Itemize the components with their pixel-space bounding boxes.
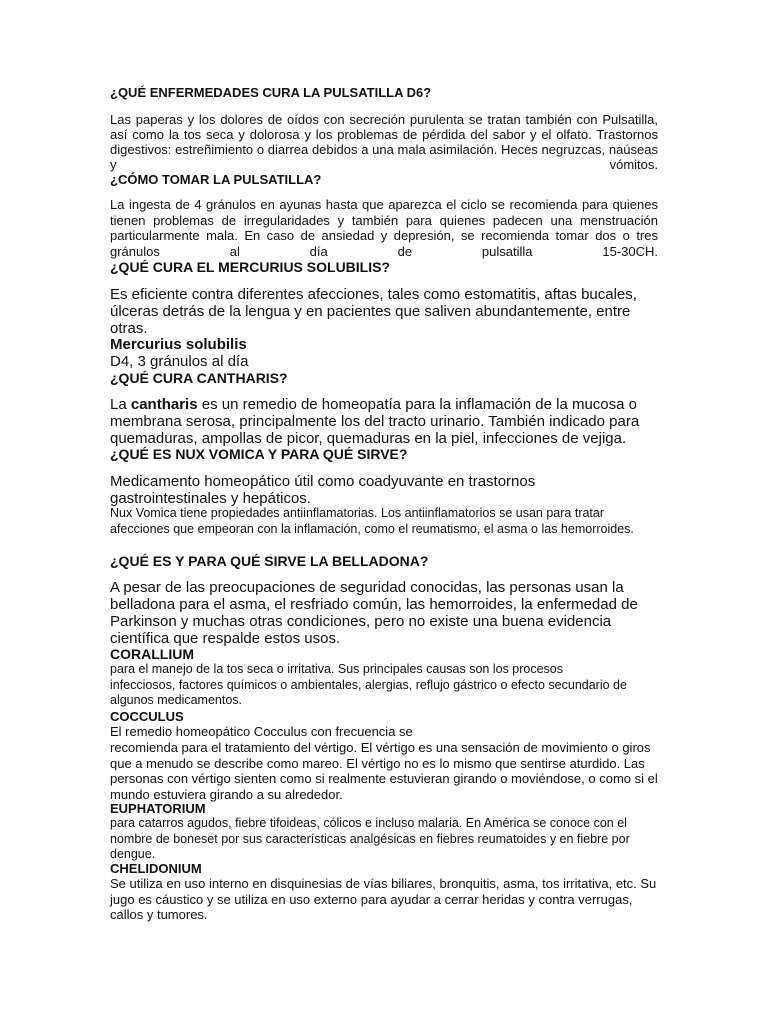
section-paragraph: para catarros agudos, fiebre tifoideas, cólicos e incluso malaria. En América se conoce con el nombre de boneset por sus características analgésicas en fiebres reumatoides y en fiebre por dengue. <box>110 816 630 861</box>
section-heading: EUPHATORIUM <box>110 801 206 816</box>
section-paragraph: Se utiliza en uso interno en disquinesias de vías biliares, bronquitis, asma, tos irritativa, etc. Su jugo es cáustico y se utiliza en uso externo para ayudar a cerrar heridas y contra verrugas, callos y tumores. <box>110 876 657 922</box>
section-subheading: Mercurius solubilis <box>110 336 247 353</box>
section-heading: CHELIDONIUM <box>110 861 202 876</box>
section-heading: ¿CÓMO TOMAR LA PULSATILLA? <box>110 172 322 187</box>
section-paragraph <box>110 396 658 447</box>
section-heading: ¿QUÉ CURA CANTHARIS? <box>110 370 288 386</box>
section-paragraph: El remedio homeopático Cocculus con frecuencia se <box>110 724 413 739</box>
section-heading: CORALLIUM <box>110 646 194 662</box>
section-paragraph: Es eficiente contra diferentes afecciones, tales como estomatitis, aftas bucales, úlceras detrás de la lengua y en pacientes que saliven abundantemente, entre otras. <box>110 286 637 337</box>
paragraph-rest: es un remedio de homeopatía para la inflamación de la mucosa o membrana serosa, principalmente los del tracto urinario. También indicado para quemaduras, ampollas de picor, quemaduras en la piel, infecciones de vejiga. <box>110 396 640 447</box>
section-heading: ¿QUÉ ES NUX VOMICA Y PARA QUÉ SIRVE? <box>110 446 408 462</box>
section-heading: ¿QUÉ ES Y PARA QUÉ SIRVE LA BELLADONA? <box>110 553 429 569</box>
section-paragraph: A pesar de las preocupaciones de seguridad conocidas, las personas usan la belladona para el asma, el resfriado común, las hemorroides, la enfermedad de Parkinson y muchas otras condiciones, pero no existe una buena evidencia científica que respalde estos usos. <box>110 579 638 647</box>
section-paragraph: La ingesta de 4 gránulos en ayunas hasta que aparezca el ciclo se recomienda para quienes tienen problemas de irregularidades y también para quienes padecen una menstruación particularmente mala. En caso de ansiedad y depresión, se recomienda tomar dos o tres gránulos al día de pulsatilla 15-30CH. <box>110 197 658 259</box>
section-paragraph: Nux Vomica tiene propiedades antiinflamatorias. Los antiinflamatorios se usan para tratar afecciones que empeoran con la inflamación, como el reumatismo, el asma o las hemorroides. <box>110 506 634 536</box>
section-heading: ¿QUÉ CURA EL MERCURIUS SOLUBILIS? <box>110 259 391 275</box>
bold-term: cantharis <box>130 396 198 413</box>
section-heading: ¿QUÉ ENFERMEDADES CURA LA PULSATILLA D6? <box>110 85 432 100</box>
section-paragraph: para el manejo de la tos seca o irritativa. Sus principales causas son los procesos infecciosos, factores químicos o ambientales, alergias, reflujo gástrico o efecto secundario de algunos medicamentos. <box>110 662 627 707</box>
paragraph-lead: La <box>110 396 131 413</box>
section-paragraph: Medicamento homeopático útil como coadyuvante en trastornos gastrointestinales y hepáticos. <box>110 473 536 507</box>
section-paragraph: recomienda para el tratamiento del vértigo. El vértigo es una sensación de movimiento o giros que a menudo se describe como mareo. El vértigo no es lo mismo que sentirse aturdido. Las personas con vértigo sienten como si realmente estuvieran girando o moviéndose, o como si el mundo estuviera girando a su alrededor. <box>110 740 658 802</box>
section-paragraph: Las paperas y los dolores de oídos con secreción purulenta se tratan también con Pulsatilla, así como la tos seca y dolorosa y los problemas de pérdida del sabor y el olfato. Trastornos digestivos: estreñimiento o diarrea debidos a una mala asimilación. Heces negruzcas, naúseas y vómitos. <box>110 112 658 172</box>
section-heading: COCCULUS <box>110 709 184 724</box>
dose-text: D4, 3 gránulos al día <box>110 353 249 370</box>
